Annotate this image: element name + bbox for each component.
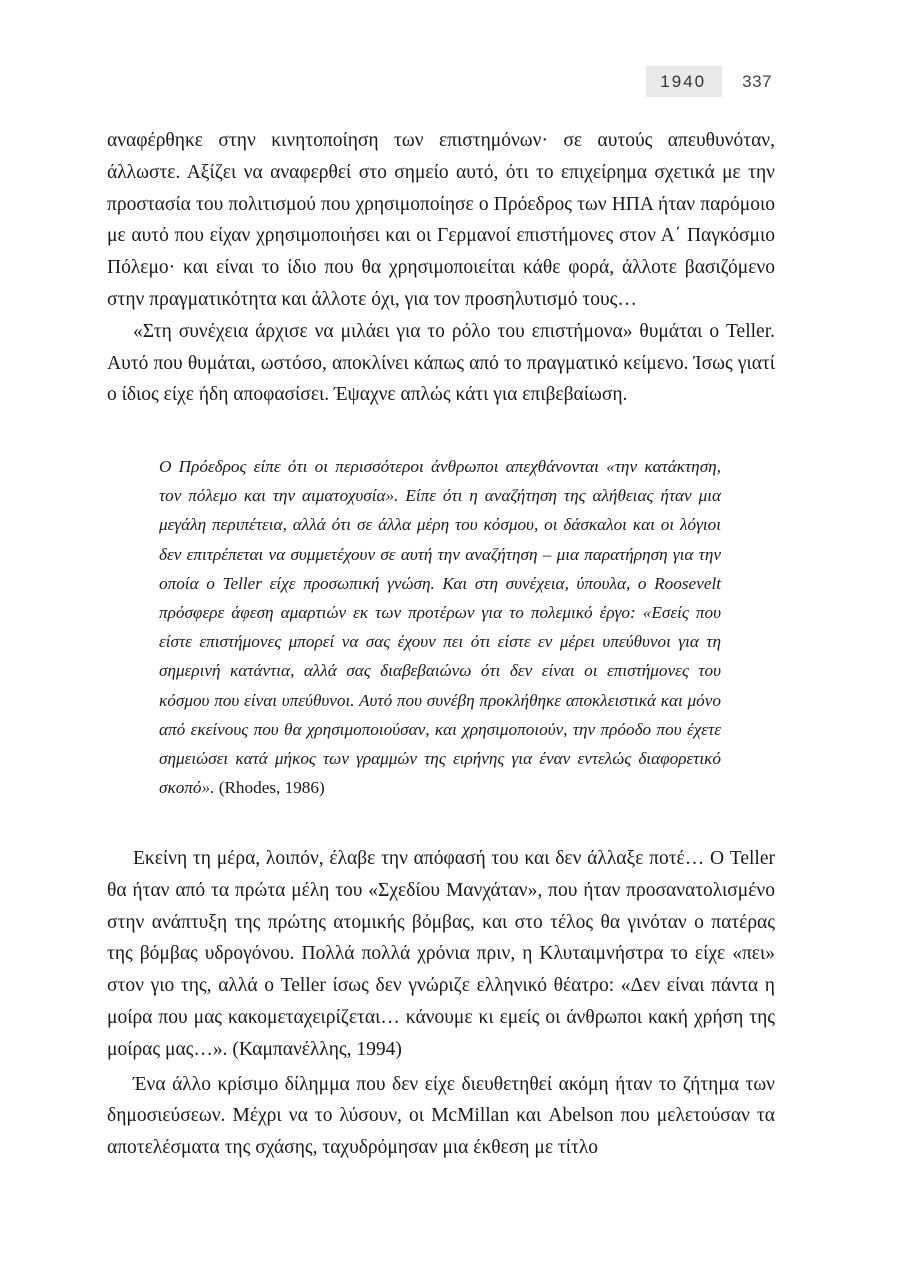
paragraph: Ένα άλλο κρίσιμο δίλημμα που δεν είχε διευθετηθεί ακόμη ήταν το ζήτημα των δημοσιεύσεων. Μέχρι να το λύσουν, οι McMillan και Abelson που μελετούσαν τα αποτελέσματα της σχάσης, ταχυδρόμησαν μια έκθεση με τίτλο [107,1073,775,1159]
page-number: 337 [742,71,772,91]
running-header [646,66,772,97]
body-block-top [107,125,775,411]
quote-citation: (Rhodes, 1986) [214,778,325,798]
quote-text: Ο Πρόεδρος είπε ότι οι περισσότεροι άνθρωποι απεχθάνονται «την κατάκτηση, τον πόλεμο και την αιματοχυσία». Είπε ότι η αναζήτηση της αλήθειας ήταν μια μεγάλη περιπέτεια, αλλά ότι σε άλλα μέρη του κόσμου, οι δάσκαλοι και οι λόγιοι δεν επιτρέπεται να συμμετέχουν σε αυτή την αναζήτηση – μια παρατήρηση για την οποία ο Teller είχε προσωπική γνώση. Και στη συνέχεια, ύπουλα, ο Roosevelt πρόσφερε άφεση αμαρτιών εκ των προτέρων για το πολεμικό έργο: «Εσείς που είστε επιστήμονες μπορεί να σας έχουν πει ότι είστε εν μέρει υπεύθυνοι για τη σημερινή κατάντια, αλλά σας διαβεβαιώνω ότι δεν είναι οι επιστήμονες του κόσμου που είναι υπεύθυνοι. Αυτό που συνέβη προκλήθηκε αποκλειστικά και μόνο από εκείνους που θα χρησιμοποιούσαν, και χρησιμοποιούν, την πρόοδο που έχετε σημειώσει κατά μήκος των γραμμών της ειρήνης για έναν εντελώς διαφορετικό σκοπό». [159,457,721,798]
chapter-label: 1940 [646,66,722,97]
paragraph: Εκείνη τη μέρα, λοιπόν, έλαβε την απόφασή του και δεν άλλαξε ποτέ… Ο Teller θα ήταν από τα πρώτα μέλη του «Σχεδίου Μανχάταν», που ήταν προσανατολισμένο στην ανάπτυξη της πρώτης ατομικής βόμβας, και στο τέλος θα γινόταν ο πατέρας της βόμβας υδρογόνου. Πολλά πολλά χρόνια πριν, η Κλυταιμνήστρα το είχε «πει» στον γιο της, αλλά ο Teller ίσως δεν γνώριζε ελληνικό θέατρο: «Δεν είναι πάντα η μοίρα που μας κακομεταχειρίζεται… κάνουμε κι εμείς οι άνθρωποι κακή χρήση της μοίρας μας…». (Καμπανέλλης, 1994) [107,848,775,1060]
block-quote [159,452,721,802]
paragraph: «Στη συνέχεια άρχισε να μιλάει για το ρόλο του επιστήμονα» θυμάται ο Teller. Αυτό που θυμάται, ωστόσο, αποκλίνει κάπως από το πραγματικό κείμενο. Ίσως γιατί ο ίδιος είχε ήδη αποφασίσει. Έψαχνε απλώς κάτι για επιβεβαίωση. [107,320,775,406]
body-block-bottom [107,843,775,1164]
paragraph: αναφέρθηκε στην κινητοποίηση των επιστημόνων· σε αυτούς απευθυνόταν, άλλωστε. Αξίζει να αναφερθεί στο σημείο αυτό, ότι το επιχείρημα σχετικά με την προστασία του πολιτισμού που χρησιμοποίησε ο Πρόεδρος των ΗΠΑ ήταν παρόμοιο με αυτό που είχαν χρησιμοποιήσει και οι Γερμανοί επιστήμονες στον Α΄ Παγκόσμιο Πόλεμο· και είναι το ίδιο που θα χρησιμοποιείται κάθε φορά, άλλοτε βασιζόμενο στην πραγματικότητα και άλλοτε όχι, για τον προσηλυτισμό τους… [107,130,775,310]
